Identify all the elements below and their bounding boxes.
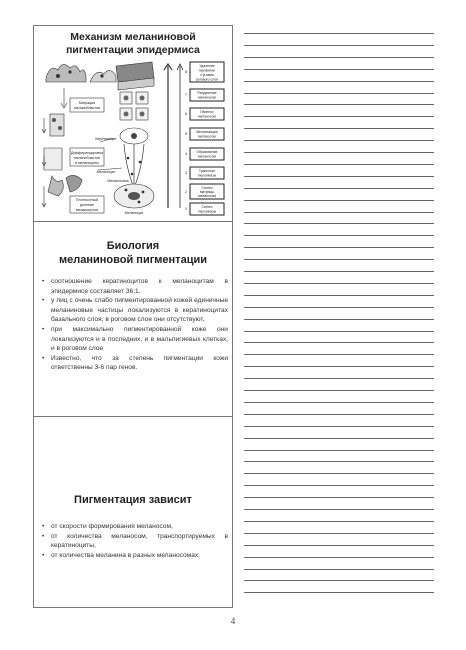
step-label: тирозиназы: [197, 209, 217, 214]
note-line: [244, 223, 434, 224]
step-box: [185, 148, 224, 160]
note-line: [244, 259, 434, 260]
step-label: Образование: [196, 150, 218, 154]
note-line: [244, 533, 434, 534]
step-number: 1: [185, 207, 187, 211]
slide-melanin-biology: [34, 221, 232, 416]
process-steps: [185, 62, 224, 215]
cell-label: Меланоцит: [96, 170, 116, 174]
note-line: [244, 461, 434, 462]
note-line: [244, 378, 434, 379]
note-line: [244, 569, 434, 570]
slides-column: [33, 25, 233, 608]
title-line: меланиновой пигментации: [59, 254, 207, 266]
left-label-text: меланоцитов: [75, 208, 99, 212]
note-line: [244, 81, 434, 82]
left-label-text: меланобластов: [74, 106, 100, 110]
note-line: [244, 319, 434, 320]
note-line: [244, 497, 434, 498]
step-box: [185, 108, 224, 120]
step-label: матрицы: [200, 190, 214, 194]
bullet-item: • у лиц с очень слабо пигментированной кожей единичные меланиновые частицы локализуются в кератиноцитах базального слоя, в роговом слое они отсутствуют,: [42, 296, 228, 325]
note-line: [244, 152, 434, 153]
note-line: [244, 271, 434, 272]
step-label: Удаление: [199, 64, 215, 68]
slide-title: [34, 239, 232, 267]
step-label: с углами: [200, 73, 214, 77]
title-line: Механизм меланиновой: [70, 31, 196, 43]
left-label-text: в меланоциты: [75, 161, 99, 165]
step-number: 5: [185, 132, 187, 136]
note-line: [244, 450, 434, 451]
step-label: Разрушение: [197, 91, 217, 95]
bullet-item: • соотношение кератиноцитов к меланоцитам в эпидермисе составляет 36:1,: [42, 277, 228, 296]
step-label: Перенос: [200, 110, 214, 114]
note-line: [244, 140, 434, 141]
note-line: [244, 93, 434, 94]
note-line: [244, 426, 434, 427]
step-box: [185, 89, 224, 101]
slide-melanin-mechanism: [34, 26, 232, 221]
slide-pigmentation-factors: [34, 416, 232, 608]
note-line: [244, 33, 434, 34]
cell-label: Меланоцит: [124, 211, 144, 215]
step-label: меланосом: [198, 95, 216, 100]
step-label: меланосом: [198, 134, 216, 139]
step-label: Синтез: [201, 186, 213, 190]
note-line: [244, 331, 434, 332]
note-line: [244, 342, 434, 343]
melanin-pigmentation-diagram: [40, 58, 226, 216]
note-line: [244, 128, 434, 129]
bullet-item: • от количества меланосом, транспортируемых в кератиноциты,: [42, 532, 228, 551]
left-label-text: деление: [79, 203, 95, 207]
step-number: 4: [185, 152, 187, 156]
title-line: Биология: [106, 240, 160, 252]
step-label: Меланизация: [196, 130, 218, 134]
left-label-box: [70, 98, 104, 112]
left-label-text: меланобластов: [74, 156, 100, 160]
bullet-item: • Известно, что за степень пигментации кожи ответственны 3-6 пар генов.: [42, 354, 228, 373]
step-box: [185, 203, 224, 215]
note-line: [244, 176, 434, 177]
step-number: 6: [185, 112, 187, 116]
bullet-item: • от скорости формирования меланосом,: [42, 522, 228, 532]
note-line: [244, 283, 434, 284]
left-label-text: Плотностный: [75, 198, 99, 202]
step-label: тирозиназы: [197, 173, 217, 178]
note-line: [244, 366, 434, 367]
note-line: [244, 57, 434, 58]
note-line: [244, 485, 434, 486]
note-line: [244, 247, 434, 248]
step-label: Синтез: [201, 205, 213, 209]
notes-ruled-lines: [244, 25, 434, 607]
note-line: [244, 402, 434, 403]
bullet-list: [42, 522, 228, 560]
note-line: [244, 69, 434, 70]
note-line: [244, 200, 434, 201]
step-label: меланосом: [198, 114, 216, 119]
note-line: [244, 390, 434, 391]
step-number: 2: [185, 190, 187, 194]
note-line: [244, 545, 434, 546]
cell-label: Кератиноцит: [95, 137, 117, 141]
step-label: меланосом: [198, 194, 216, 198]
title-line: пигментации эпидермиса: [66, 44, 200, 56]
note-line: [244, 557, 434, 558]
epidermis-illustration: [98, 62, 154, 208]
melanoblast-migration-illustration: [44, 64, 116, 196]
note-line: [244, 438, 434, 439]
bullet-item: • при максимально пигментированной коже они локализуются и в последних, и в мальпигиевых клетках, и в роговом слое: [42, 325, 228, 354]
step-box: [185, 128, 224, 140]
bullet-list: [42, 277, 228, 373]
note-line: [244, 521, 434, 522]
note-line: [244, 212, 434, 213]
note-line: [244, 592, 434, 593]
note-line: [244, 104, 434, 105]
note-line: [244, 295, 434, 296]
step-label: рогового слоя: [196, 77, 218, 82]
step-number: 3: [185, 171, 187, 175]
left-label-text: Дифференцировка: [71, 151, 103, 155]
slide-title: [34, 31, 232, 57]
note-line: [244, 188, 434, 189]
left-label-box: [70, 148, 104, 166]
left-label-text: Миграция: [78, 101, 96, 105]
note-line: [244, 414, 434, 415]
step-number: 7: [185, 93, 187, 97]
bullet-item: • от количества меланина в разных меланосомах.: [42, 551, 228, 561]
note-line: [244, 509, 434, 510]
note-line: [244, 45, 434, 46]
note-line: [244, 354, 434, 355]
step-number: 8: [185, 70, 187, 74]
note-line: [244, 116, 434, 117]
note-line: [244, 164, 434, 165]
page-number: 4: [230, 616, 236, 626]
step-box: [185, 167, 224, 179]
slide-title: Пигментация зависит: [74, 494, 192, 506]
step-box: [185, 184, 224, 199]
step-box: [185, 62, 224, 82]
left-label-box: [70, 196, 104, 213]
cell-label: Меланосома: [107, 179, 129, 183]
note-line: [244, 580, 434, 581]
note-line: [244, 235, 434, 236]
note-line: [244, 307, 434, 308]
step-label: меланосом: [198, 154, 216, 159]
step-label: Транспорт: [198, 169, 216, 173]
note-line: [244, 473, 434, 474]
step-label: меланина: [199, 68, 215, 73]
